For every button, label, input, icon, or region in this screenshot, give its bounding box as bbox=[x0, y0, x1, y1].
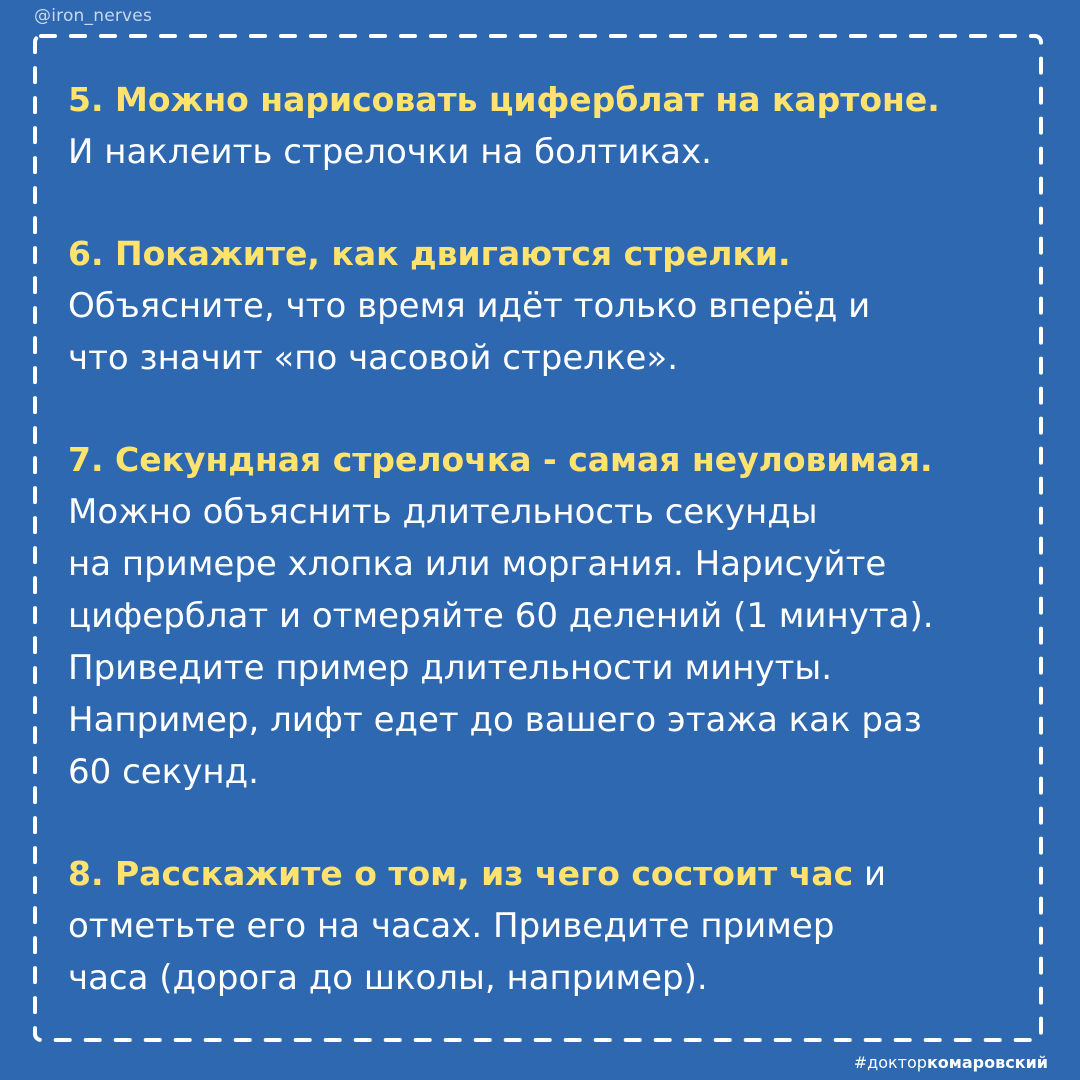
footer-hashtag bbox=[854, 1053, 1048, 1072]
tip-8 bbox=[68, 848, 1018, 1004]
tip-8-line-1: отметьте его на часах. Приведите пример bbox=[68, 906, 835, 946]
tip-7-line-1: Можно объяснить длительность секунды bbox=[68, 492, 818, 532]
tip-8-heading-row bbox=[68, 848, 1018, 900]
tip-7-line-4: Приведите пример длительности минуты. bbox=[68, 648, 833, 688]
tip-8-heading: 8. Расскажите о том, из чего состоит час bbox=[68, 854, 854, 893]
tips-content bbox=[68, 74, 1018, 1054]
tip-8-line-2: часа (дорога до школы, например). bbox=[68, 958, 708, 998]
tip-5-heading: 5. Можно нарисовать циферблат на картоне. bbox=[68, 80, 940, 119]
footer-hashtag-prefix: #доктор bbox=[853, 1053, 927, 1072]
tip-7-line-5: Например, лифт едет до вашего этажа как раз bbox=[68, 700, 922, 740]
tip-6-heading: 6. Покажите, как двигаются стрелки. bbox=[68, 234, 791, 273]
tip-6 bbox=[68, 228, 1018, 384]
tip-6-line-1: Объясните, что время идёт только вперёд и bbox=[68, 286, 871, 326]
tip-7 bbox=[68, 434, 1018, 798]
tip-7-line-3: циферблат и отмеряйте 60 делений (1 минута). bbox=[68, 596, 934, 636]
tip-6-line-2: что значит «по часовой стрелке». bbox=[68, 338, 679, 378]
tip-5 bbox=[68, 74, 1018, 178]
tip-8-heading-tail: и bbox=[853, 854, 887, 894]
tip-7-line-2: на примере хлопка или моргания. Нарисуйте bbox=[68, 544, 887, 584]
footer-hashtag-bold: комаровский bbox=[926, 1053, 1048, 1072]
tip-7-heading: 7. Секундная стрелочка - самая неуловимая. bbox=[68, 440, 933, 479]
tip-5-line-1: И наклеить стрелочки на болтиках. bbox=[68, 132, 712, 172]
tip-7-line-6: 60 секунд. bbox=[68, 752, 259, 792]
author-handle: @iron_nerves bbox=[34, 6, 153, 26]
